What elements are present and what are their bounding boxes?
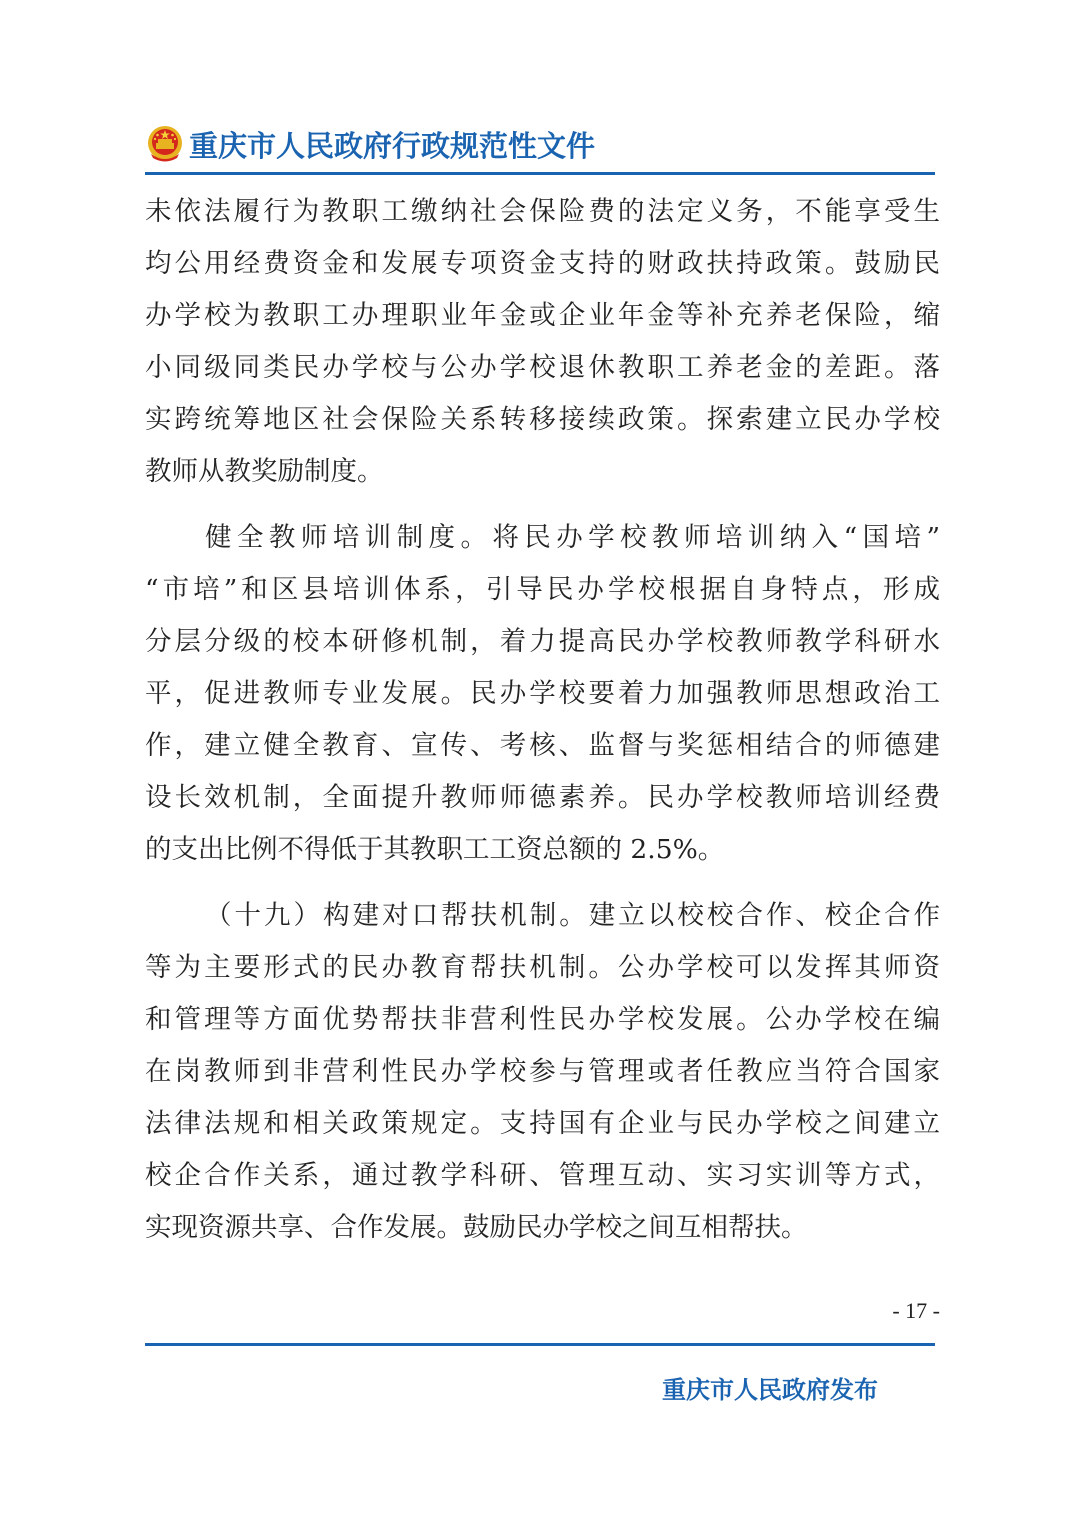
header-title: 重庆市人民政府行政规范性文件 bbox=[189, 129, 596, 163]
text-line: 均公用经费资金和发展专项资金支持的财政扶持政策。鼓励民 bbox=[145, 248, 940, 279]
text-line: 平，促进教师专业发展。民办学校要着力加强教师思想政治工 bbox=[145, 678, 940, 709]
text-line: 分层分级的校本研修机制，着力提高民办学校教师教学科研水 bbox=[145, 626, 940, 657]
header-divider bbox=[145, 172, 935, 175]
text-line: 实跨统筹地区社会保险关系转移接续政策。探索建立民办学校 bbox=[145, 404, 940, 435]
text-line: 校企合作关系，通过教学科研、管理互动、实习实训等方式， bbox=[145, 1160, 940, 1191]
footer-publisher: 重庆市人民政府发布 bbox=[662, 1375, 878, 1404]
text-line: 实现资源共享、合作发展。鼓励民办学校之间互相帮扶。 bbox=[145, 1212, 808, 1243]
paragraph-gap bbox=[145, 498, 940, 512]
national-emblem-icon bbox=[145, 124, 185, 164]
footer-divider bbox=[145, 1343, 935, 1346]
text-line: 设长效机制，全面提升教师师德素养。民办学校教师培训经费 bbox=[145, 782, 940, 813]
text-line: 办学校为教职工办理职业年金或企业年金等补充养老保险，缩 bbox=[145, 300, 940, 331]
text-line: 在岗教师到非营利性民办学校参与管理或者任教应当符合国家 bbox=[145, 1056, 940, 1087]
text-line: 健全教师培训制度。将民办学校教师培训纳入“国培” bbox=[205, 522, 940, 553]
text-line: 作，建立健全教育、宣传、考核、监督与奖惩相结合的师德建 bbox=[145, 730, 940, 761]
paragraph-gap bbox=[145, 876, 940, 890]
paragraph bbox=[145, 890, 940, 1254]
text-line: 未依法履行为教职工缴纳社会保险费的法定义务，不能享受生 bbox=[145, 196, 940, 227]
paragraph bbox=[145, 186, 940, 498]
text-line: “市培”和区县培训体系，引导民办学校根据自身特点，形成 bbox=[145, 574, 940, 605]
page-number: - 17 - bbox=[892, 1298, 940, 1323]
text-line: 的支出比例不得低于其教职工工资总额的 2.5%。 bbox=[145, 834, 725, 865]
text-line: 小同级同类民办学校与公办学校退休教职工养老金的差距。落 bbox=[145, 352, 940, 383]
paragraph bbox=[145, 512, 940, 876]
text-line: 和管理等方面优势帮扶非营利性民办学校发展。公办学校在编 bbox=[145, 1004, 940, 1035]
document-header bbox=[145, 118, 945, 168]
text-line: 等为主要形式的民办教育帮扶机制。公办学校可以发挥其师资 bbox=[145, 952, 940, 983]
text-line: 教师从教奖励制度。 bbox=[145, 456, 384, 487]
document-body bbox=[145, 186, 940, 1254]
text-line: （十九）构建对口帮扶机制。建立以校校合作、校企合作 bbox=[205, 900, 940, 931]
text-line: 法律法规和相关政策规定。支持国有企业与民办学校之间建立 bbox=[145, 1108, 940, 1139]
